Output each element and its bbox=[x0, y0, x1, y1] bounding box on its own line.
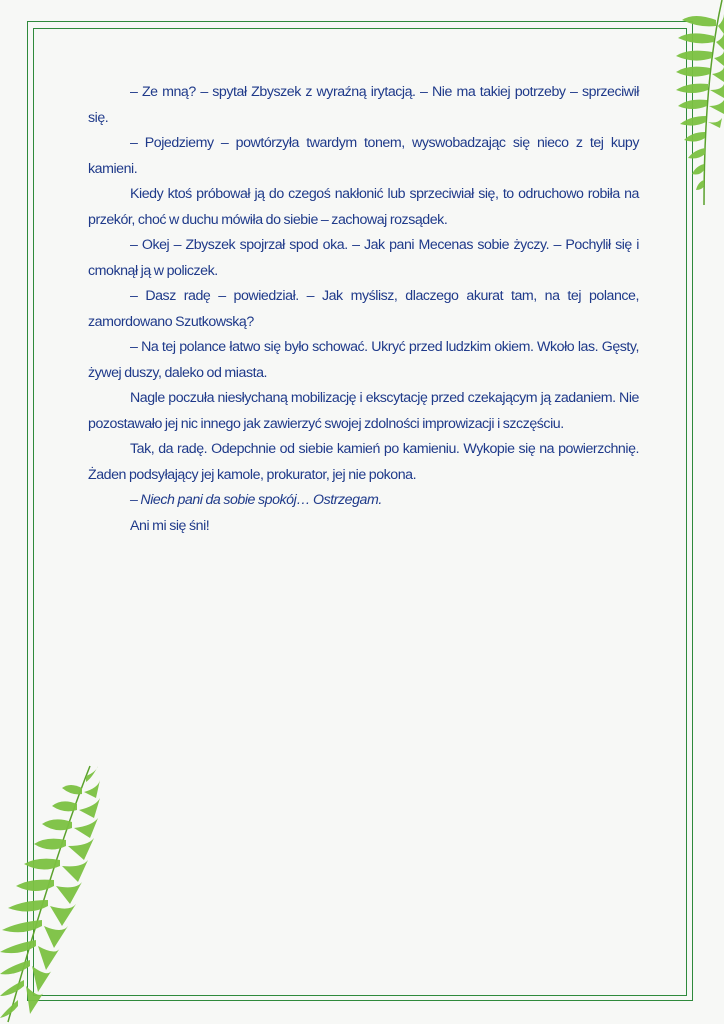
paragraph: Tak, da radę. Odepchnie od siebie kamień po kamieniu. Wykopie się na powierzchnię. Żaden podsyłający jej kamole, prokurator, jej nie pokona. bbox=[88, 441, 639, 483]
paragraph: Ani mi się śni! bbox=[130, 517, 210, 534]
fern-leaf-icon bbox=[0, 764, 100, 1024]
paragraph: – Dasz radę – powiedział. – Jak myślisz, dlaczego akurat tam, na tej polance, zamordowano Szutkowską? bbox=[88, 288, 639, 330]
paragraph: Kiedy ktoś próbował ją do czegoś nakłonić lub sprzeciwiał się, to odruchowo robiła na przekór, choć w duchu mówiła do siebie – zachowaj rozsądek. bbox=[88, 186, 639, 228]
paragraph: – Pojedziemy – powtórzyła twardym tonem, wyswobadzając się nieco z tej kupy kamieni. bbox=[88, 135, 639, 177]
paragraph: – Okej – Zbyszek spojrzał spod oka. – Jak pani Mecenas sobie życzy. – Pochylił się i cmoknął ją w policzek. bbox=[88, 237, 639, 279]
paragraph-italic: – Niech pani da sobie spokój… Ostrzegam. bbox=[130, 492, 382, 508]
paragraph: – Ze mną? – spytał Zbyszek z wyraźną irytacją. – Nie ma takiej potrzeby – sprzeciwił się. bbox=[88, 84, 639, 126]
document-body bbox=[88, 80, 639, 539]
paragraph: Nagle poczuła niesłychaną mobilizację i ekscytację przed czekającym ją zadaniem. Nie pozostawało jej nic innego jak zawierzyć swojej zdolności improwizacji i szczęściu. bbox=[88, 390, 639, 432]
paragraph: – Na tej polance łatwo się było schować. Ukryć przed ludzkim okiem. Wkoło las. Gęsty, żywej duszy, daleko od miasta. bbox=[88, 339, 639, 381]
fern-leaf-icon bbox=[644, 0, 724, 210]
